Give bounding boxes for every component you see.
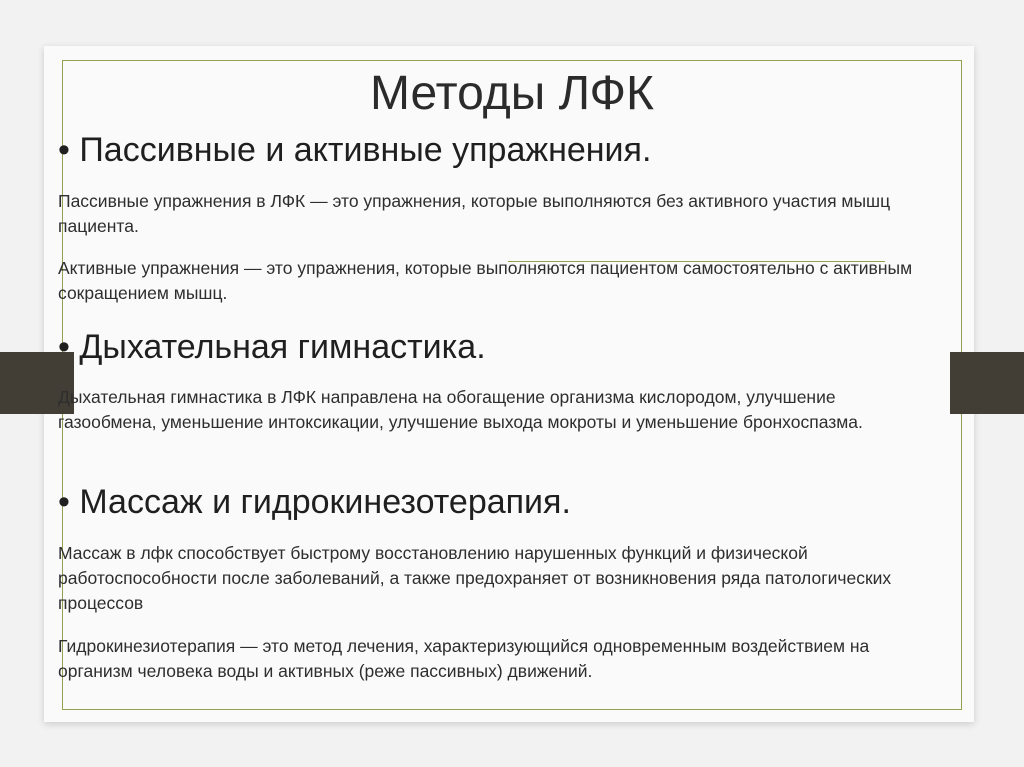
- right-decorative-tab: [950, 352, 1024, 414]
- section-heading-breathing: • Дыхательная гимнастика.: [58, 328, 486, 366]
- paragraph-breathing: Дыхательная гимнастика в ЛФК направлена на обогащение организма кислородом, улучшение газообмена, уменьшение интоксикации, улучшение выхода мокроты и уменьшение бронхоспазма.: [58, 387, 863, 432]
- paragraph-passive-exercises: Пассивные упражнения в ЛФК — это упражнения, которые выполняются без активного участия мышц пациента.: [58, 191, 891, 236]
- paragraph-massage: Массаж в лфк способствует быстрому восстановлению нарушенных функций и физической работоспособности после заболеваний, а также предохраняет от возникновения ряда патологических процессов: [58, 543, 892, 613]
- slide-title: Методы ЛФК: [370, 67, 654, 120]
- paragraph-active-exercises: Активные упражнения — это упражнения, которые выполняются пациентом самостоятельно с активным сокращением мышц.: [58, 258, 913, 303]
- paragraph-hydrokinesitherapy: Гидрокинезиотерапия — это метод лечения, характеризующийся одновременным воздействием на организм человека воды и активных (реже пассивных) движений.: [58, 636, 870, 681]
- section-heading-massage: • Массаж и гидрокинезотерапия.: [58, 483, 571, 521]
- section-heading-exercises: • Пассивные и активные упражнения.: [58, 131, 652, 169]
